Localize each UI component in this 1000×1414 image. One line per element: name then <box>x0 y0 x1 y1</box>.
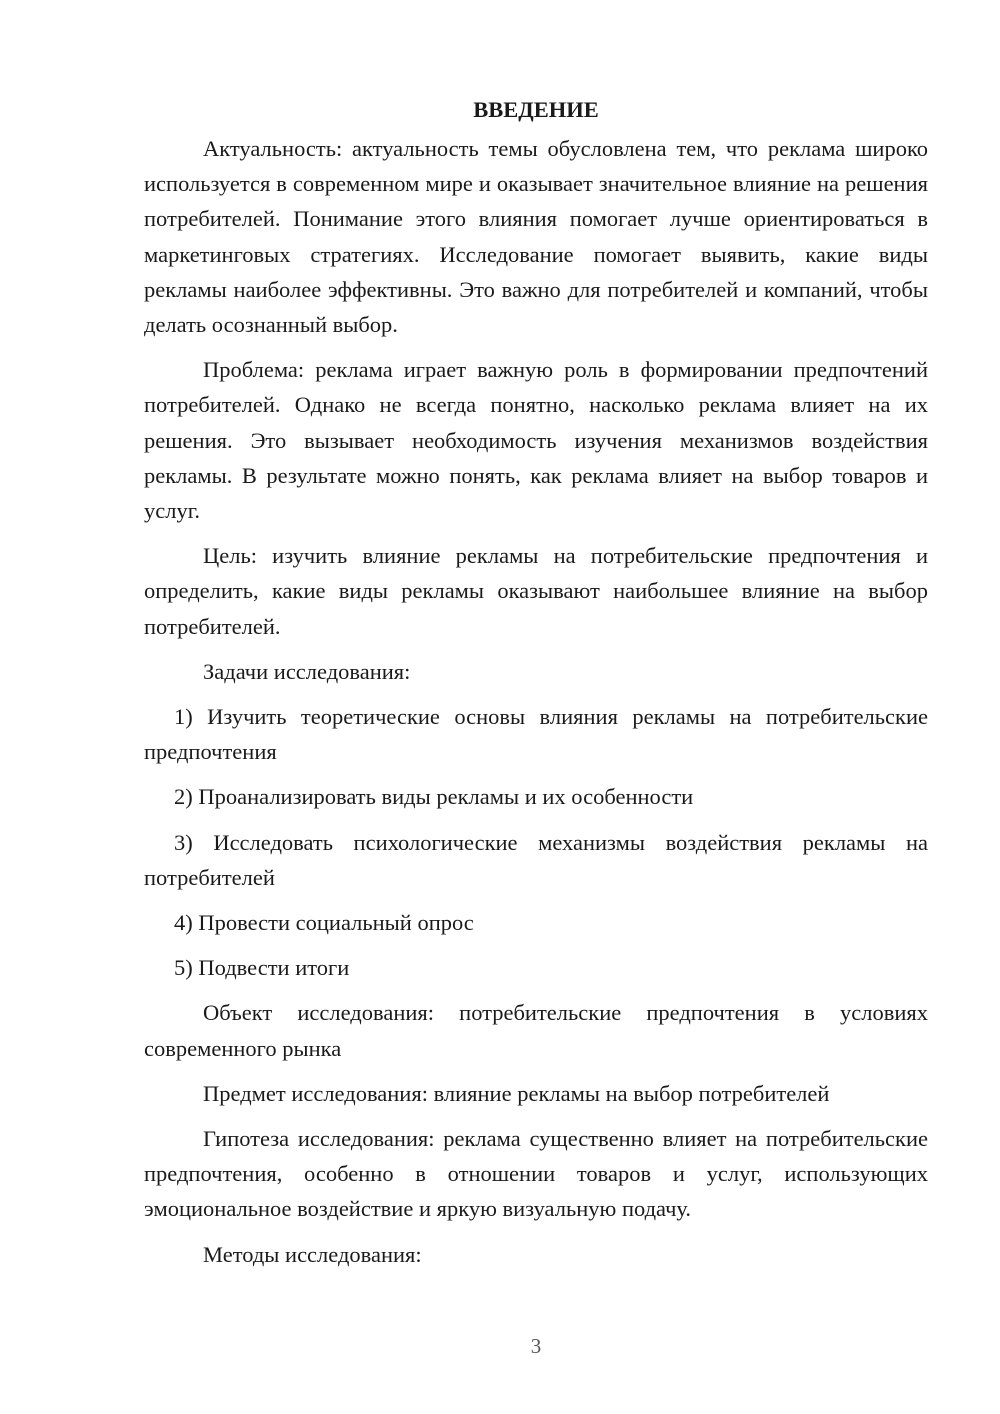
task-item-5: 5) Подвести итоги <box>174 955 350 981</box>
paragraph-problem: Проблема: реклама играет важную роль в формировании предпочтений потребителей. Однако не всегда понятно, насколько реклама влияет на их решения. Это вызывает необходимость изучения механизмов воздействия рекламы. В результате можно понять, как реклама влияет на выбор товаров и услуг. <box>144 357 928 524</box>
task-item-1: 1) Изучить теоретические основы влияния рекламы на потребительские предпочтения <box>144 704 928 765</box>
section-heading: ВВЕДЕНИЕ <box>473 97 599 122</box>
task-item-3: 3) Исследовать психологические механизмы воздействия рекламы на потребителей <box>144 829 928 890</box>
page-number: 3 <box>530 1334 542 1358</box>
paragraph-hypothesis: Гипотеза исследования: реклама существенно влияет на потребительские предпочтения, особенно в отношении товаров и услуг, использующих эмоциональное воздействие и яркую визуальную подачу. <box>144 1126 928 1222</box>
task-item-4: 4) Провести социальный опрос <box>174 910 474 936</box>
paragraph-relevance: Актуальность: актуальность темы обусловлена тем, что реклама широко используется в современном мире и оказывает значительное влияние на решения потребителей. Понимание этого влияния помогает лучше ориентироваться в маркетинговых стратегиях. Исследование помогает выявить, какие виды рекламы наиболее эффективны. Это важно для потребителей и компаний, чтобы делать осознанный выбор. <box>144 136 928 338</box>
tasks-title: Задачи исследования: <box>203 658 411 684</box>
paragraph-subject: Предмет исследования: влияние рекламы на выбор потребителей <box>203 1080 830 1106</box>
page-content <box>144 92 928 1282</box>
task-item-2: 2) Проанализировать виды рекламы и их особенности <box>174 784 694 810</box>
methods-title: Методы исследования: <box>203 1241 422 1267</box>
paragraph-goal: Цель: изучить влияние рекламы на потребительские предпочтения и определить, какие виды рекламы оказывают наибольшее влияние на выбор потребителей. <box>144 543 928 639</box>
paragraph-object: Объект исследования: потребительские предпочтения в условиях современного рынка <box>144 1000 928 1061</box>
